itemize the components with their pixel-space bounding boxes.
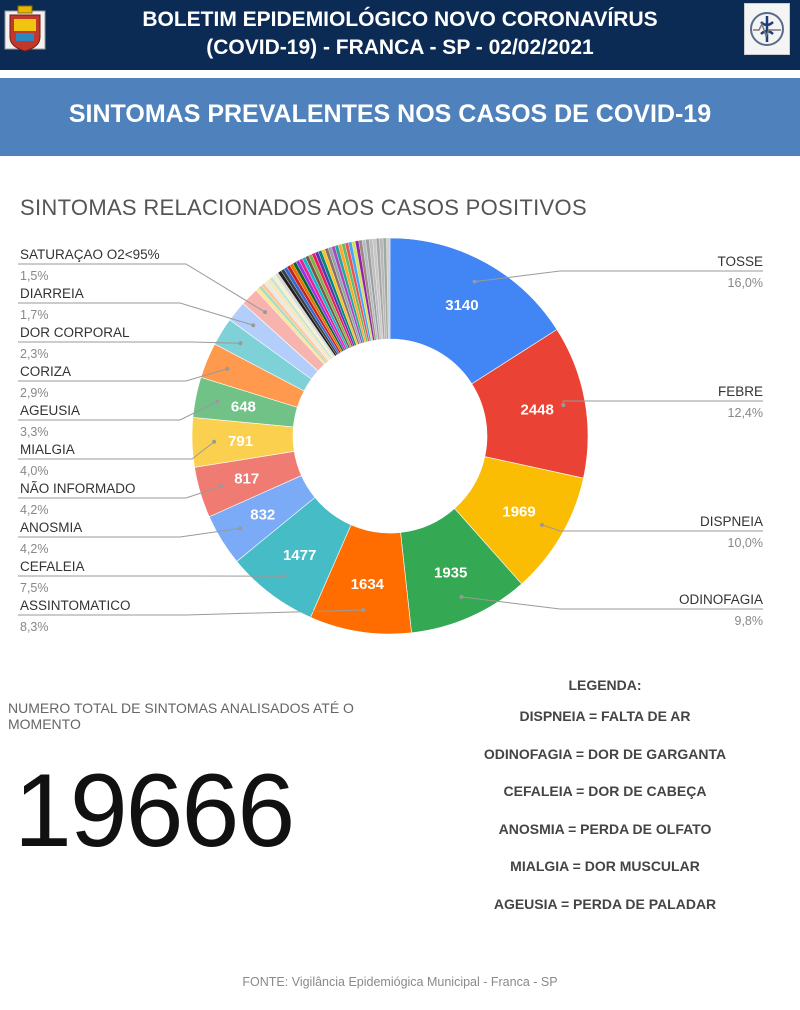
slice-percent-label: 2,9% [20,386,49,400]
slice-name-label: ASSINTOMATICO [20,598,131,613]
slice-percent-label: 7,5% [20,581,49,595]
leader-line [18,303,253,325]
legend-item: DISPNEIA = FALTA DE AR [519,708,691,724]
legend-title: LEGENDA: [568,677,642,693]
slice-name-label: MIALGIA [20,442,75,457]
slice-name-label: AGEUSIA [20,403,81,418]
slice-value-label: 817 [234,470,260,488]
slice-value-label: 791 [228,432,254,450]
slice-name-label: TOSSE [717,254,763,269]
slice-percent-label: 4,2% [20,542,49,556]
leader-line [563,401,763,405]
slice-percent-label: 9,8% [734,614,763,628]
slice-value-label: 832 [250,506,276,524]
slice-name-label: NÃO INFORMADO [20,481,136,496]
total-symptoms-label: NUMERO TOTAL DE SINTOMAS ANALISADOS ATÉ O MOMENTO [8,700,354,732]
slice-percent-label: 1,5% [20,269,49,283]
slice-name-label: ODINOFAGIA [678,592,763,607]
header-title-line-2: (COVID-19) - FRANCA - SP - 02/02/2021 [206,36,594,59]
slice-percent-label: 2,3% [20,347,49,361]
legend-box [440,672,770,923]
slice-name-label: FEBRE [717,384,763,399]
section-title: SINTOMAS PREVALENTES NOS CASOS DE COVID-19 [68,100,712,128]
slice-percent-label: 4,0% [20,464,49,478]
city-coat-of-arms-logo [2,3,48,55]
total-symptoms-value: 19666 [14,753,294,869]
slice-value-label: 1969 [502,503,536,521]
leader-line [475,271,763,282]
slice-value-label: 1935 [434,564,468,582]
slice-value-label: 2448 [520,401,554,419]
health-department-logo [744,3,790,55]
slice-value-label: 648 [230,398,256,416]
header-title [60,6,740,62]
slice-percent-label: 12,4% [727,406,763,420]
slice-name-label: DOR CORPORAL [20,325,130,340]
slice-name-label: CEFALEIA [20,559,85,574]
slice-name-label: CORIZA [20,364,72,379]
slice-name-label: SATURAÇAO O2<95% [20,247,160,262]
header-title-line-1: BOLETIM EPIDEMIOLÓGICO NOVO CORONAVÍRUS [142,8,658,31]
section-banner [0,78,800,156]
slice-percent-label: 3,3% [20,425,49,439]
slice-percent-label: 8,3% [20,620,49,634]
legend-item: ANOSMIA = PERDA DE OLFATO [498,820,712,837]
header-bar [0,0,800,70]
leader-line [18,342,240,343]
chart-title: SINTOMAS RELACIONADOS AOS CASOS POSITIVOS [20,195,587,220]
source-note: FONTE: Vigilância Epidemiógica Municipal - Franca - SP [242,975,558,989]
slice-percent-label: 10,0% [727,536,763,550]
legend-item: CEFALEIA = DOR DE CABEÇA [503,783,707,799]
slice-value-label: 1477 [282,547,317,565]
slice-value-label: 3140 [445,296,479,314]
slice-percent-label: 4,2% [20,503,49,517]
slice-percent-label: 1,7% [20,308,49,322]
legend-item: MIALGIA = DOR MUSCULAR [510,858,700,874]
slice-name-label: DISPNEIA [699,514,763,529]
donut-chart [0,230,800,650]
slice-percent-label: 16,0% [727,276,763,290]
legend-item: ODINOFAGIA = DOR DE GARGANTA [483,745,727,762]
slice-value-label: 1634 [350,575,385,593]
slice-name-label: ANOSMIA [20,520,83,535]
legend-item: AGEUSIA = PERDA DE PALADAR [493,895,717,912]
slice-name-label: DIARREIA [20,286,84,301]
